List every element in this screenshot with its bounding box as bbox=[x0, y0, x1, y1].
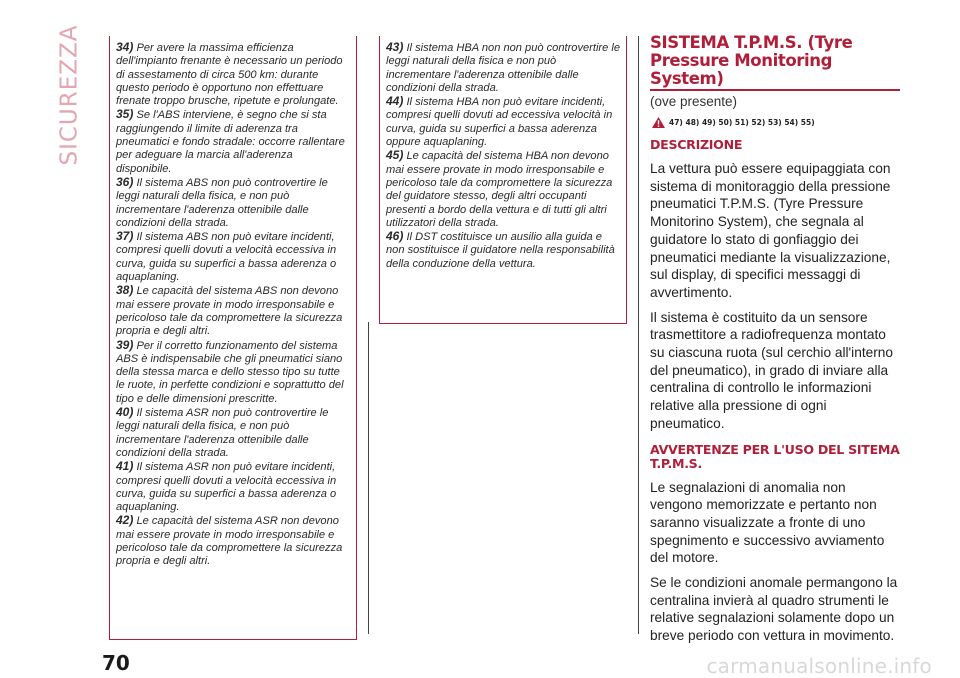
note-number: 37) bbox=[116, 229, 134, 244]
note-44 bbox=[386, 95, 620, 149]
warning-triangle-icon bbox=[652, 117, 665, 128]
column-divider bbox=[638, 36, 639, 634]
note-text: Per il corretto funzionamento del sistema ABS è indispensabile che gli pneumatici siano della stessa marca e dello stesso tipo su tutte le ruote, in perfette condizioni e soprattutto del tipo e delle dimensioni prescritte. bbox=[116, 339, 344, 405]
note-number: 43) bbox=[386, 40, 404, 54]
note-number: 40) bbox=[116, 405, 134, 420]
note-number: 38) bbox=[116, 283, 134, 298]
section-side-label bbox=[57, 24, 84, 166]
note-number: 46) bbox=[386, 229, 404, 244]
note-text: Se l'ABS interviene, è segno che si sta raggiungendo il limite di aderenza tra pneumatici e fondo stradale: occorre rallentare per adeguare la marcia all'aderenza disponibile. bbox=[116, 109, 345, 175]
note-38 bbox=[116, 284, 350, 338]
section-title-line2: Pressure Monitoring System) bbox=[650, 51, 833, 88]
warning-references bbox=[652, 117, 900, 128]
note-number: 42) bbox=[116, 513, 134, 528]
note-number: 45) bbox=[386, 148, 404, 163]
note-text: Il sistema HBA non può evitare incidenti, compresi quelli dovuti ad eccessiva velocità in curva, guida su superfici a bassa aderenza oppure aquaplaning. bbox=[386, 96, 613, 149]
note-41 bbox=[116, 460, 350, 514]
note-text: Per avere la massima efficienza dell'impianto frenante è necessario un periodo di assestamento di circa 500 km: durante questo periodo è opportuno non effettuare frenate troppo brusche, ripetute e prolungate. bbox=[116, 42, 343, 108]
warning-refs-text: 47) 48) 49) 50) 51) 52) 53) 54) 55) bbox=[669, 118, 815, 127]
note-text: Le capacità del sistema ASR non devono mai essere provate in modo irresponsabile e pericoloso tale da compromettere la sicurezza propria e degli altri. bbox=[116, 515, 343, 568]
note-text: Il sistema ABS non può evitare incidenti, compresi quelli dovuti a velocità eccessiva in curva, guida su superfici a bassa aderenza o aquaplaning. bbox=[116, 231, 337, 284]
section-title bbox=[650, 34, 900, 91]
note-35 bbox=[116, 108, 350, 175]
note-text: Le capacità del sistema HBA non devono mai essere provate in modo irresponsabile e pericoloso tale da compromettere la sicurezza del guidatore stesso, degli altri occupanti presenti a bordo della vettura e di tutti gli altri utilizzatori della strada. bbox=[386, 150, 613, 229]
watermark: carmanualsonline.info bbox=[706, 654, 932, 678]
paragraph: Il sistema è costituito da un sensore trasmettitore a radiofrequenza montato su ciascuna ruota (sul cerchio all'interno del pneumatico), in grado di inviare alla centralina di controllo le informazioni relative alla pressione di ogni pneumatico. bbox=[650, 309, 894, 431]
note-46 bbox=[386, 230, 620, 271]
note-text: Il sistema HBA non non può controvertire le leggi naturali della fisica e non può incrementare l'aderenza ottenibile dalle condizioni della strada. bbox=[386, 42, 620, 94]
note-37 bbox=[116, 230, 350, 284]
note-text: Il sistema ABS non può controvertire le leggi naturali della fisica, e non può incrementare l'aderenza ottenibile dalle condizioni della strada. bbox=[116, 176, 328, 229]
section-title-line1: SISTEMA T.P.M.S. (Tyre bbox=[650, 33, 853, 52]
notes-box-middle bbox=[379, 36, 627, 324]
note-39 bbox=[116, 339, 350, 406]
heading-warnings: AVVERTENZE PER L'USO DEL SITEMA T.P.M.S. bbox=[650, 441, 900, 471]
note-45 bbox=[386, 149, 620, 230]
notes-box-left bbox=[109, 36, 357, 640]
page-number: 70 bbox=[102, 651, 130, 675]
note-text: Il sistema ASR non può controvertire le leggi naturali della fisica, e non può incrementare l'aderenza ottenibile dalle condizioni della strada. bbox=[116, 407, 329, 459]
note-36 bbox=[116, 176, 350, 230]
note-number: 36) bbox=[116, 174, 134, 189]
section-subtitle: (ove presente) bbox=[650, 94, 738, 109]
note-42 bbox=[116, 514, 350, 568]
note-43 bbox=[386, 41, 620, 95]
note-number: 39) bbox=[116, 337, 134, 352]
note-number: 44) bbox=[386, 94, 404, 109]
column-divider bbox=[368, 322, 369, 634]
note-text: Il sistema ASR non può evitare incidenti, compresi quelli dovuti a velocità eccessiva in curva, guida su superfici a bassa aderenza o aquaplaning. bbox=[116, 461, 337, 514]
note-text: Le capacità del sistema ABS non devono mai essere provate in modo irresponsabile e pericoloso tale da compromettere la sicurezza propria e degli altri. bbox=[116, 285, 343, 338]
note-34 bbox=[116, 41, 350, 108]
tpms-section bbox=[650, 34, 900, 652]
note-number: 34) bbox=[116, 40, 134, 54]
note-number: 35) bbox=[116, 107, 134, 122]
paragraph: La vettura può essere equipaggiata con sistema di monitoraggio della pressione pneumatici T.P.M.S. (Tyre Pressure Monitorino System), che segnala al guidatore lo stato di gonfiaggio dei pneumatici mediante la visualizzazione, sul display, di specifici messaggi di avvertimento. bbox=[650, 161, 891, 300]
heading-description: DESCRIZIONE bbox=[650, 137, 743, 152]
note-text: Il DST costituisce un ausilio alla guida e non sostituisce il guidatore nella responsabilità della conduzione della vettura. bbox=[386, 231, 615, 270]
paragraph: Se le condizioni anomale permangono la centralina invierà al quadro strumenti le relative segnalazioni solamente dopo un breve periodo con vettura in movimento. bbox=[650, 575, 898, 644]
paragraph: Le segnalazioni di anomalia non vengono memorizzate e pertanto non saranno visualizzate a fronte di uno spegnimento e successivo avviamento del motore. bbox=[650, 479, 885, 566]
section-side-label-text: SICUREZZA bbox=[57, 24, 84, 166]
note-40 bbox=[116, 406, 350, 460]
note-number: 41) bbox=[116, 459, 134, 474]
